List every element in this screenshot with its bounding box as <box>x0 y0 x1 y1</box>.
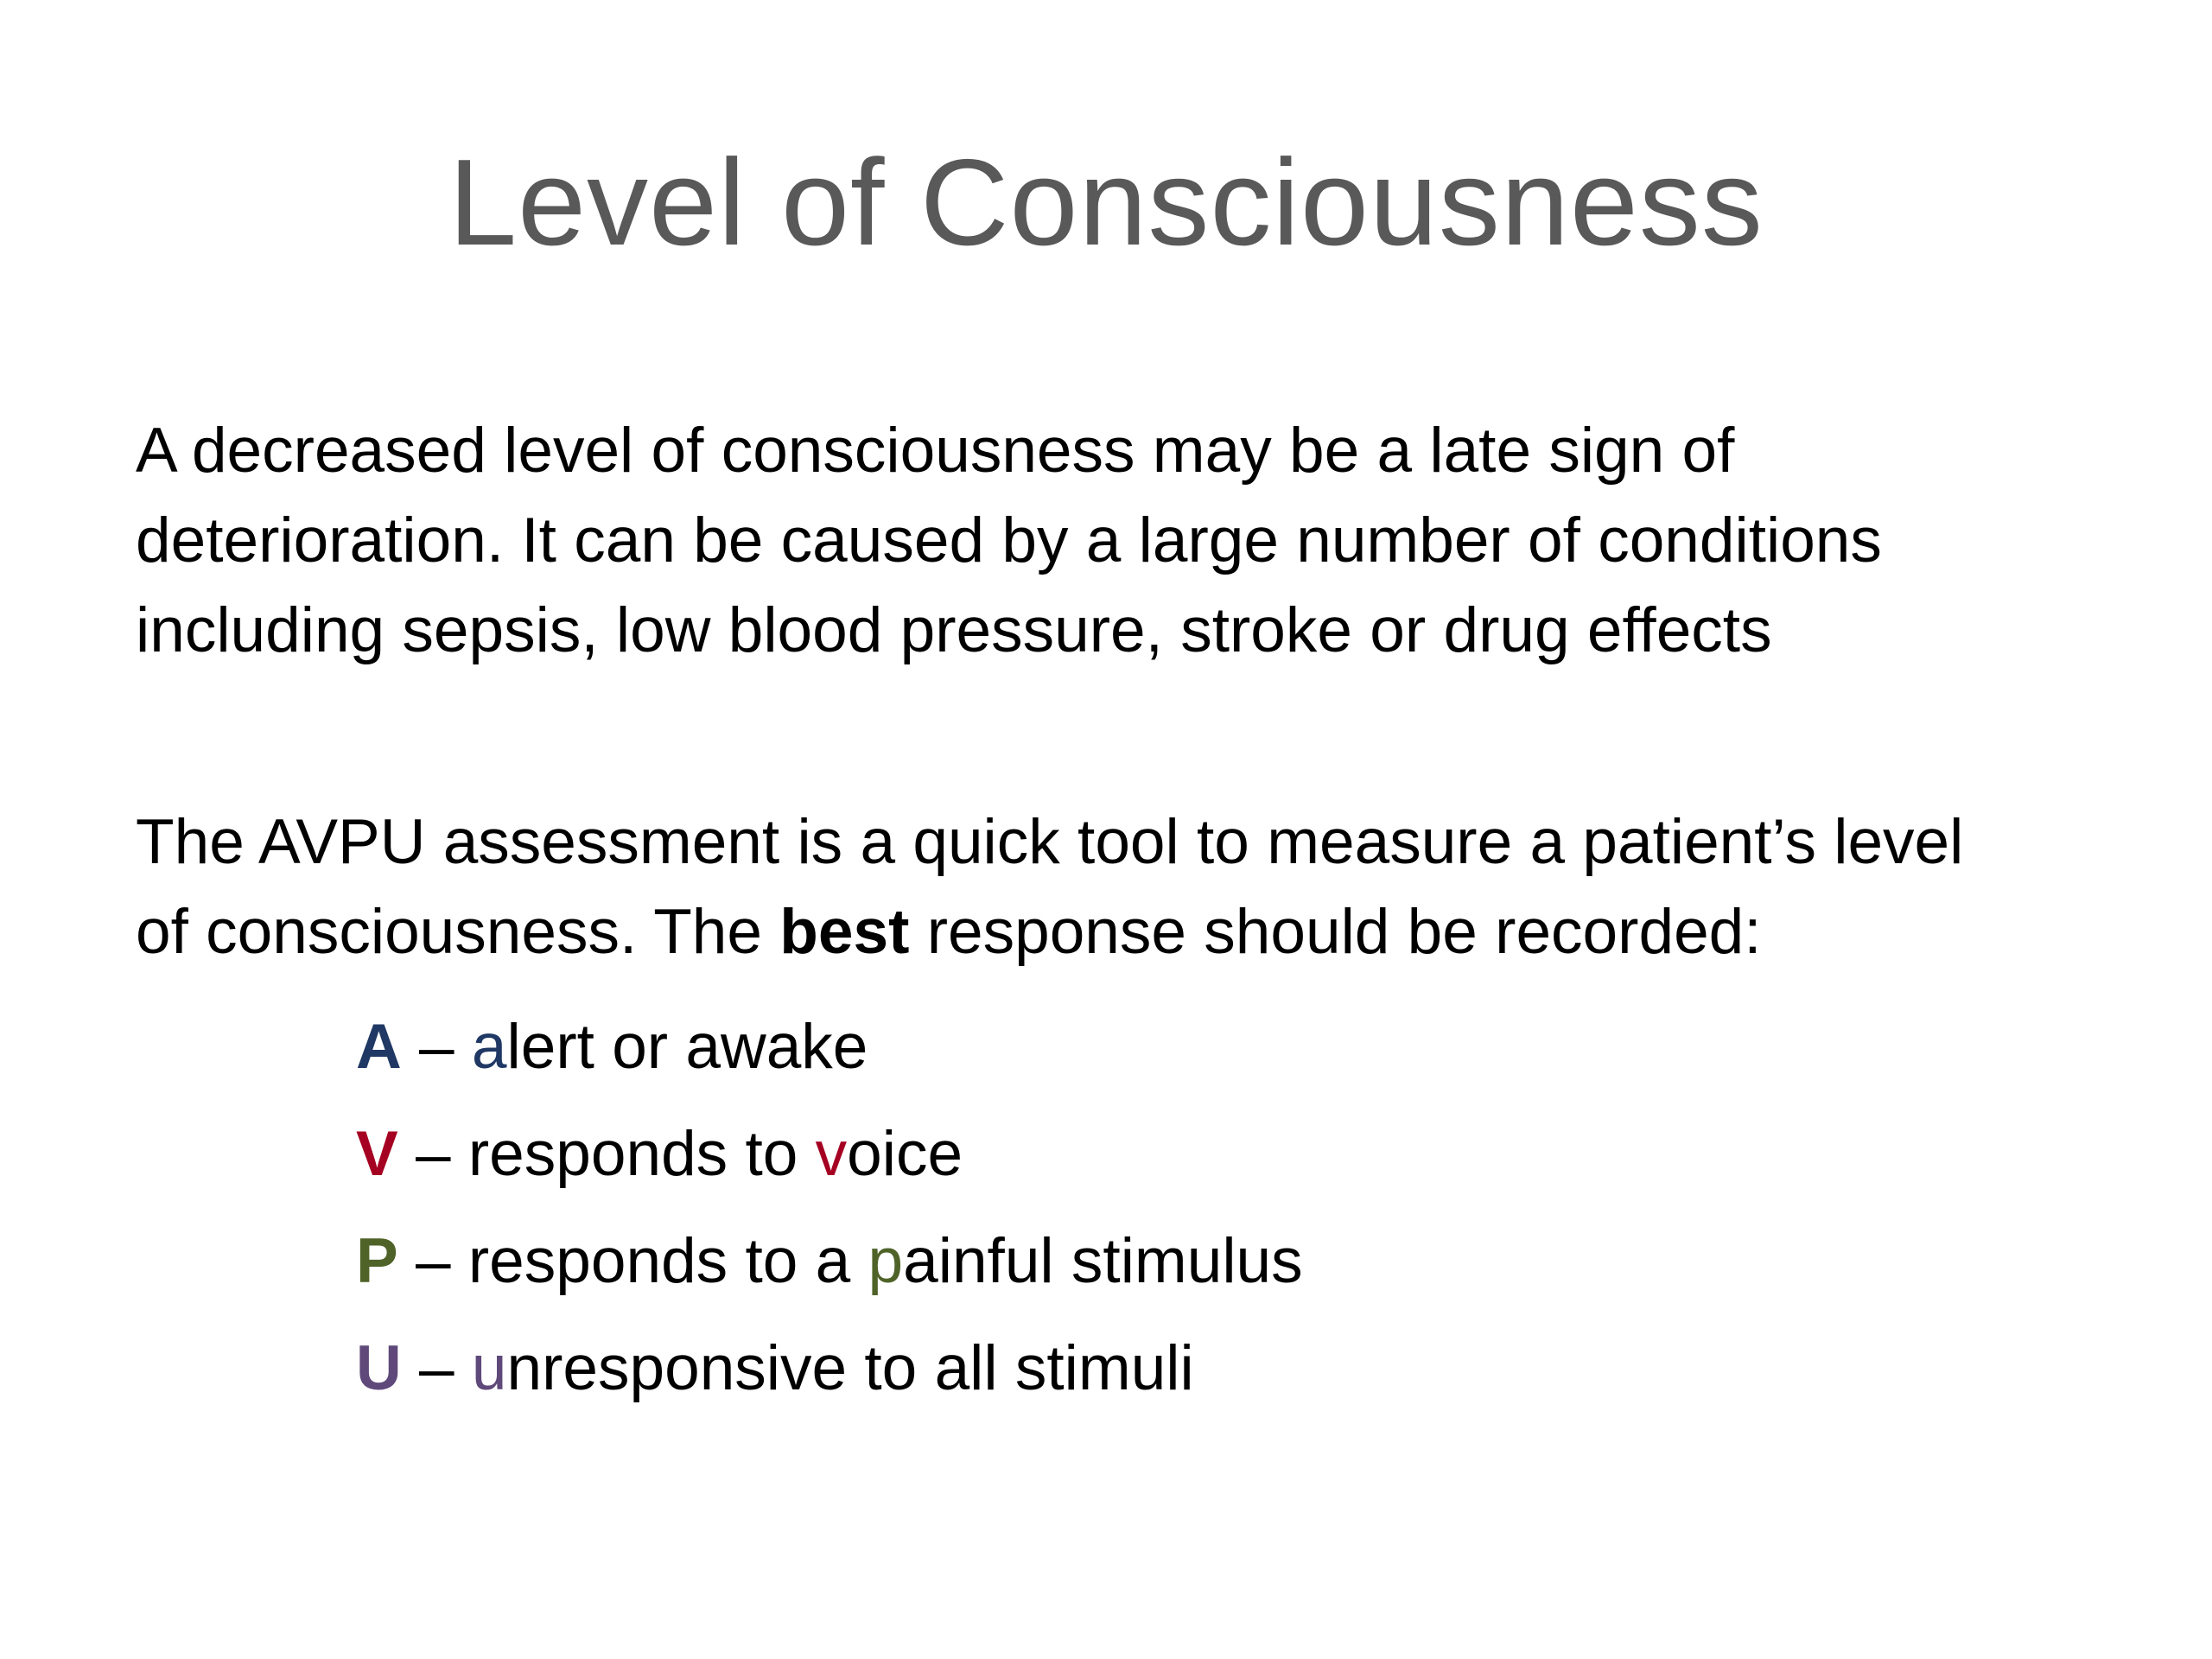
avpu-highlight: u <box>471 1333 507 1403</box>
avpu-item-v <box>356 1101 1303 1208</box>
avpu-letter: V <box>356 1119 398 1189</box>
avpu-letter: A <box>356 1012 402 1082</box>
avpu-letter: U <box>356 1333 402 1403</box>
avpu-dash: – <box>397 1226 468 1296</box>
avpu-prefix: responds to a <box>467 1226 868 1296</box>
avpu-rest: oice <box>847 1119 963 1189</box>
intro-paragraph <box>136 406 2123 676</box>
avpu-dash: – <box>397 1119 468 1189</box>
avpu-dash: – <box>401 1012 472 1082</box>
intro-line-1: A decreased level of consciousness may be a late sign of <box>136 416 1735 486</box>
avpu-item-u <box>356 1315 1303 1422</box>
avpu-rest: ainful stimulus <box>903 1226 1303 1296</box>
avpu-line-2-end: response should be recorded: <box>909 897 1762 967</box>
avpu-list <box>356 994 1303 1422</box>
best-emphasis: best <box>779 897 910 967</box>
avpu-line-2 <box>136 887 2123 977</box>
intro-line-2: deterioration. It can be caused by a large number of conditions <box>136 505 1882 575</box>
avpu-item-p <box>356 1208 1303 1315</box>
avpu-rest: nresponsive to all stimuli <box>506 1333 1194 1403</box>
avpu-prefix: responds to <box>467 1119 816 1189</box>
avpu-highlight: a <box>471 1012 507 1082</box>
avpu-rest: lert or awake <box>506 1012 868 1082</box>
avpu-paragraph <box>136 798 2123 977</box>
avpu-item-a <box>356 994 1303 1101</box>
avpu-letter: P <box>356 1226 398 1296</box>
avpu-highlight: v <box>815 1119 848 1189</box>
avpu-line-2-start: of consciousness. The <box>136 897 780 967</box>
intro-line-3: including sepsis, low blood pressure, stroke or drug effects <box>136 595 1772 665</box>
avpu-dash: – <box>401 1333 472 1403</box>
avpu-line-1: The AVPU assessment is a quick tool to measure a patient’s level <box>136 807 1964 877</box>
avpu-highlight: p <box>868 1226 904 1296</box>
slide-title: Level of Consciousness <box>448 134 1764 271</box>
